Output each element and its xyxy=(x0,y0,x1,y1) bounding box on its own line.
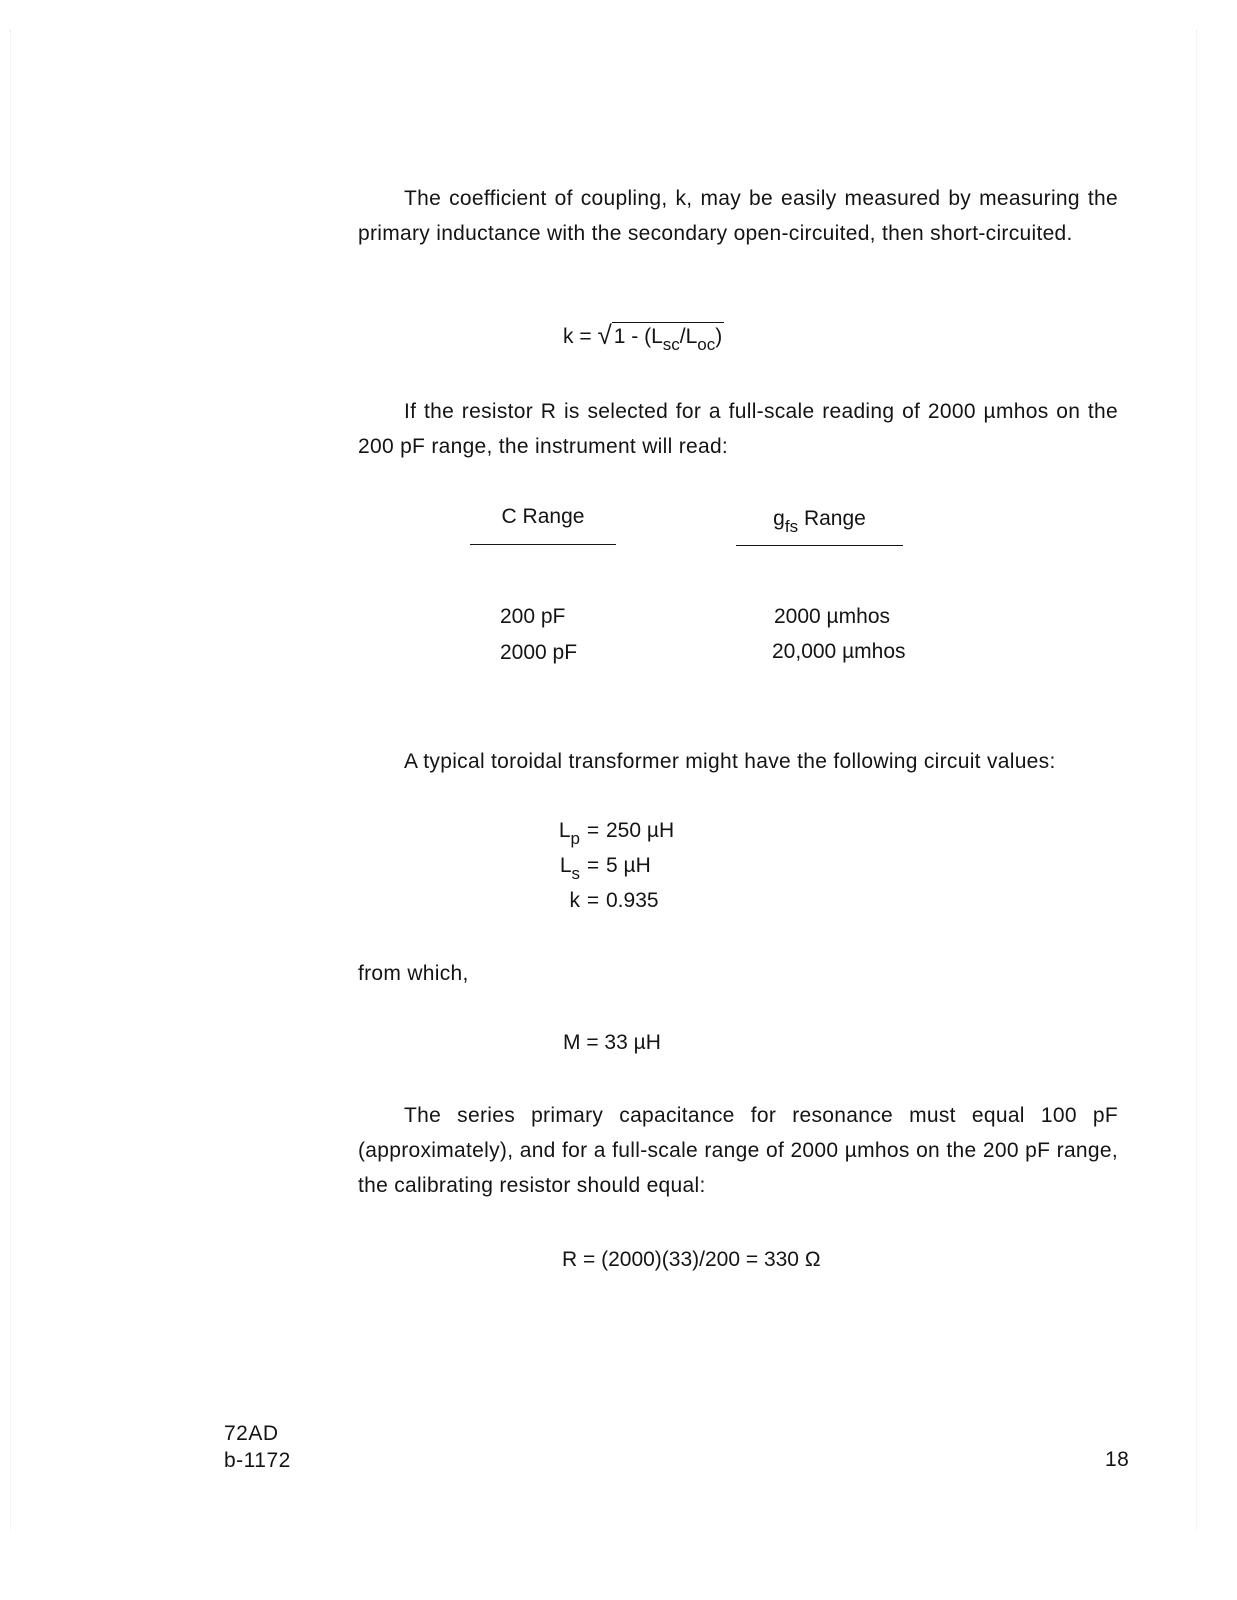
table-cell-g-row2: 20,000 µmhos xyxy=(772,640,906,663)
table-header-gfs-range xyxy=(736,507,903,536)
paragraph-from-which: from which, xyxy=(358,962,469,985)
equation-mutual-inductance: M = 33 µH xyxy=(563,1031,661,1054)
left-margin-scan-artifact xyxy=(10,30,35,1530)
table-cell-c-row1: 200 pF xyxy=(500,605,566,628)
table-header-underline-c xyxy=(470,544,616,545)
table-header-underline-gfs xyxy=(736,545,903,546)
square-root xyxy=(597,321,724,352)
paragraph-resistor-selection: If the resistor R is selected for a full-scale reading of 2000 µmhos on the 200 pF range, the instrument will read: xyxy=(358,400,1118,458)
circuit-value-lp: $L_p = 250$ µH xyxy=(546,813,674,848)
document-id xyxy=(224,1420,291,1474)
table-cell-c-row2: 2000 pF xyxy=(500,641,578,664)
symbol-ls: $L_s$ xyxy=(559,854,580,883)
value-ls: 5 µH xyxy=(606,854,651,877)
symbol-lp: $L_p$ xyxy=(558,819,580,848)
radicand-part2: /L xyxy=(679,325,698,348)
value-k: 0.935 xyxy=(606,889,659,912)
circuit-value-k: k = 0.935 xyxy=(546,883,674,918)
subscript-sc: sc xyxy=(662,335,680,354)
radicand-part1: 1 - (L xyxy=(613,325,663,348)
paragraph-series-capacitance: The series primary capacitance for resonance must equal 100 pF (approximately), and for a full-scale range of 2000 µmhos on the 200 pF range, the calibrating resistor should equal: xyxy=(358,1104,1118,1197)
equation-k-lhs: k = xyxy=(563,325,592,348)
equation-coupling-coefficient xyxy=(563,321,724,352)
symbol-k: k xyxy=(569,889,580,912)
radical-sign-icon: √ xyxy=(597,320,612,350)
value-lp: 250 µH xyxy=(606,819,675,842)
right-margin-scan-artifact xyxy=(1196,30,1199,1530)
document-id-line1: 72AD xyxy=(224,1422,279,1445)
gfs-range-label: Range xyxy=(803,507,866,530)
circuit-value-ls: $L_s = 5$ µH xyxy=(546,848,674,883)
subscript-oc: oc xyxy=(697,335,716,354)
subscript-p: p xyxy=(570,829,580,848)
subscript-s: s xyxy=(571,864,580,883)
table-header-c-range: C Range xyxy=(501,505,585,528)
paragraph-toroidal: A typical toroidal transformer might have the following circuit values: xyxy=(404,750,1056,773)
gfs-symbol: g xyxy=(773,507,785,530)
paragraph-coupling: The coefficient of coupling, k, may be easily measured by measuring the primary inductance with the secondary open-circuited, then short-circuited. xyxy=(358,187,1118,245)
gfs-subscript: fs xyxy=(784,517,799,536)
document-id-line2: b-1172 xyxy=(224,1449,291,1472)
equation-calibrating-resistor: R = (2000)(33)/200 = 330 Ω xyxy=(562,1248,821,1271)
circuit-values-block xyxy=(546,813,674,918)
page-number: 18 xyxy=(1105,1448,1130,1471)
radicand-close: ) xyxy=(715,325,723,348)
table-cell-g-row1: 2000 µmhos xyxy=(774,605,891,628)
radicand xyxy=(612,322,725,352)
